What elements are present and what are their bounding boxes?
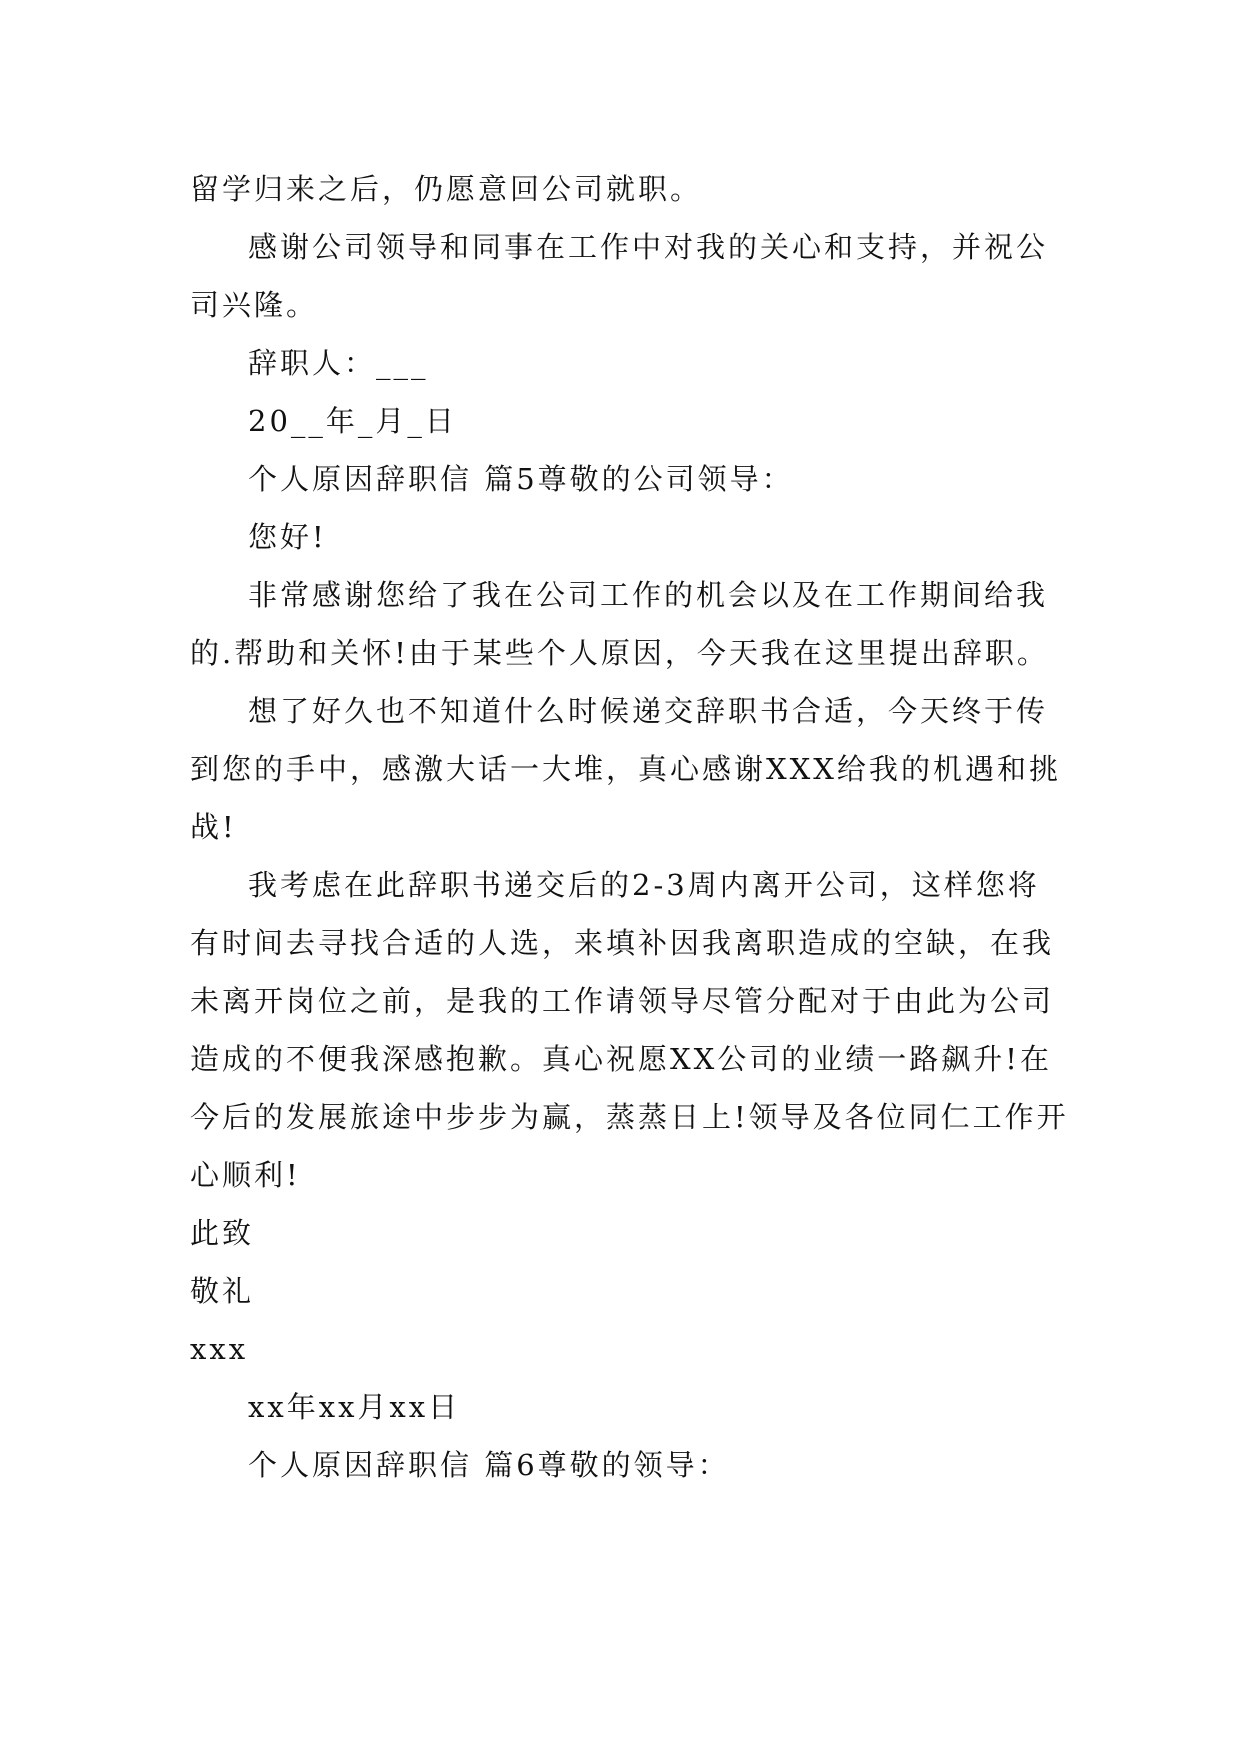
paragraph-timing: 想了好久也不知道什么时候递交辞职书合适，今天终于传到您的手中，感激大话一大堆，真心感谢XXX给我的机遇和挑战! [190,694,1061,844]
paragraph-return-after-study: 留学归来之后，仍愿意回公司就职。 [190,172,703,206]
section-heading-6: 个人原因辞职信 篇6尊敬的领导： [248,1448,730,1482]
paragraph-handover: 我考虑在此辞职书递交后的2-3周内离开公司，这样您将有时间去寻找合适的人选，来填补因我离职造成的空缺，在我未离开岗位之前，是我的工作请领导尽管分配对于由此为公司造成的不便我深感抱歉。真心祝愿XX公司的业绩一路飙升!在今后的发展旅途中步步为赢，蒸蒸日上!领导及各位同仁工作开心顺利! [190,868,1069,1192]
greeting: 您好! [248,520,327,554]
signature-date: 20__年_月_日 [248,404,457,438]
paragraph-thanks: 感谢公司领导和同事在工作中对我的关心和支持，并祝公司兴隆。 [190,230,1049,322]
section-heading-5: 个人原因辞职信 篇5尊敬的公司领导： [248,462,794,496]
closing-cizhi: 此致 [190,1216,255,1250]
closing-jingli: 敬礼 [190,1274,255,1308]
paragraph-gratitude: 非常感谢您给了我在公司工作的机会以及在工作期间给我的.帮助和关怀!由于某些个人原因，今天我在这里提出辞职。 [190,578,1049,670]
signature-name: xxx [190,1332,249,1366]
signature-date-2: xx年xx月xx日 [248,1390,461,1424]
signature-resigner: 辞职人：___ [248,346,429,380]
document-body [190,160,1070,1494]
